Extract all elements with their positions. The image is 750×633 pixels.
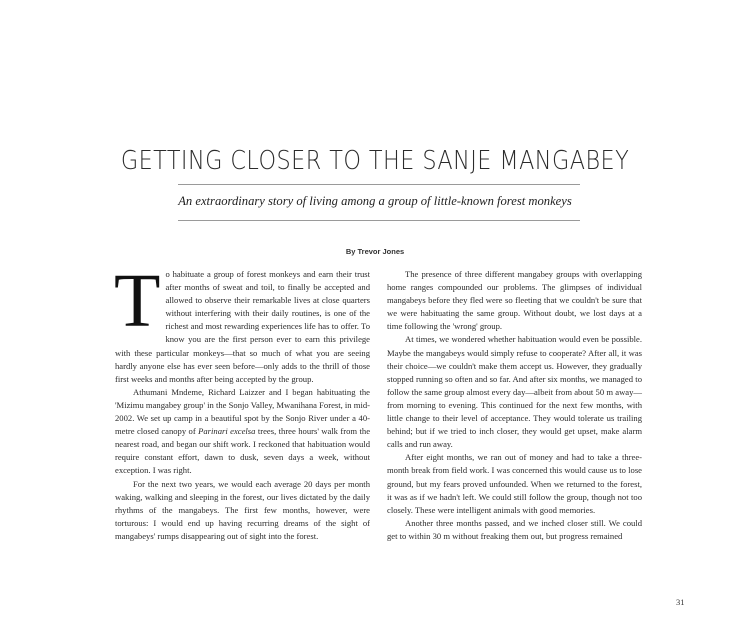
article-subtitle: An extraordinary story of living among a group of little-known forest monkeys xyxy=(178,194,572,208)
byline: By Trevor Jones xyxy=(345,247,405,256)
paragraph: After eight months, we ran out of money and had to take a three-month break from field work. I was concerned this would cause us to lose ground, but my fears proved unfounded. When we returned to the forest, it was as if we hadn't left. We could still follow the group, though not too closely. These were intelligent animals with good memories. xyxy=(387,452,642,515)
article-title: GETTING CLOSER TO THE SANJE MANGABEY xyxy=(120,146,630,176)
paragraph: Another three months passed, and we inched closer still. We could get to within 30 m without freaking them out, but progress remained xyxy=(387,517,642,541)
left-column xyxy=(114,259,371,543)
paragraph-text: o habituate a group of forest monkeys and earn their trust after months of sweat and toil, to finally be accepted and allowed to observe their remarkable lives at close quarters without interfering with their daily routines, is one of the richest and most rewarding experiences life has to offer. To know you are the first person ever to earn this privilege with these particular monkeys—that so much of what you are seeing hardly anyone else has ever seen before—only adds to the thrill of those first weeks and months after being accepted by the group. xyxy=(115,269,370,384)
page-number: 31 xyxy=(676,597,685,607)
paragraph xyxy=(115,386,370,478)
paragraph: The presence of three different mangabey groups with overlapping home ranges compounded our problems. The glimpses of individual mangabeys before they fled were so fleeting that we couldn't be sure that we were habituating the same group. Without doubt, we lost days at a time following the 'wrong' group. xyxy=(387,269,642,332)
paragraph: For the next two years, we would each average 20 days per month waking, walking and sleeping in the forest, our lives dictated by the daily rhythms of the mangabeys. The first few months, however, were torturous: I would end up having recurring dreams of the sight of mangabeys' rumps disappearing out of sight into the forest. xyxy=(115,478,370,541)
species-name: Parinari excelsa xyxy=(198,426,256,437)
paragraph-text: Athumani Mndeme, Richard Laizzer and I began habituating the 'Mizimu mangabey group' in the Sonjo Valley, Mwanihana Forest, in mid-2002. We set up camp in a beautiful spot by the Sonjo River under a 40-metre closed canopy of xyxy=(115,386,370,437)
right-column xyxy=(387,268,642,543)
title-rule-bottom xyxy=(178,220,580,221)
paragraph-text: trees, three hours' walk from the nearest road, and began our shift work. I reckoned that habituation would require constant effort, dawn to dusk, seven days a week, without exception. I was right. xyxy=(115,426,371,476)
drop-cap: T xyxy=(114,259,161,343)
title-rule-top xyxy=(178,184,580,185)
paragraph xyxy=(114,259,370,386)
paragraph: At times, we wondered whether habituation would even be possible. Maybe the mangabeys would simply refuse to cooperate? After all, it was their choice—we couldn't make them accept us. However, they gradually stopped running so often and so far. And after six months, we managed to follow the same group almost every day—albeit from about 50 m away—from morning to evening. This continued for the next few months, with little change to their level of acceptance. They would tolerate us trailing behind; but if we tried to inch closer, they would get upset, make alarm calls and run away. xyxy=(387,334,642,450)
